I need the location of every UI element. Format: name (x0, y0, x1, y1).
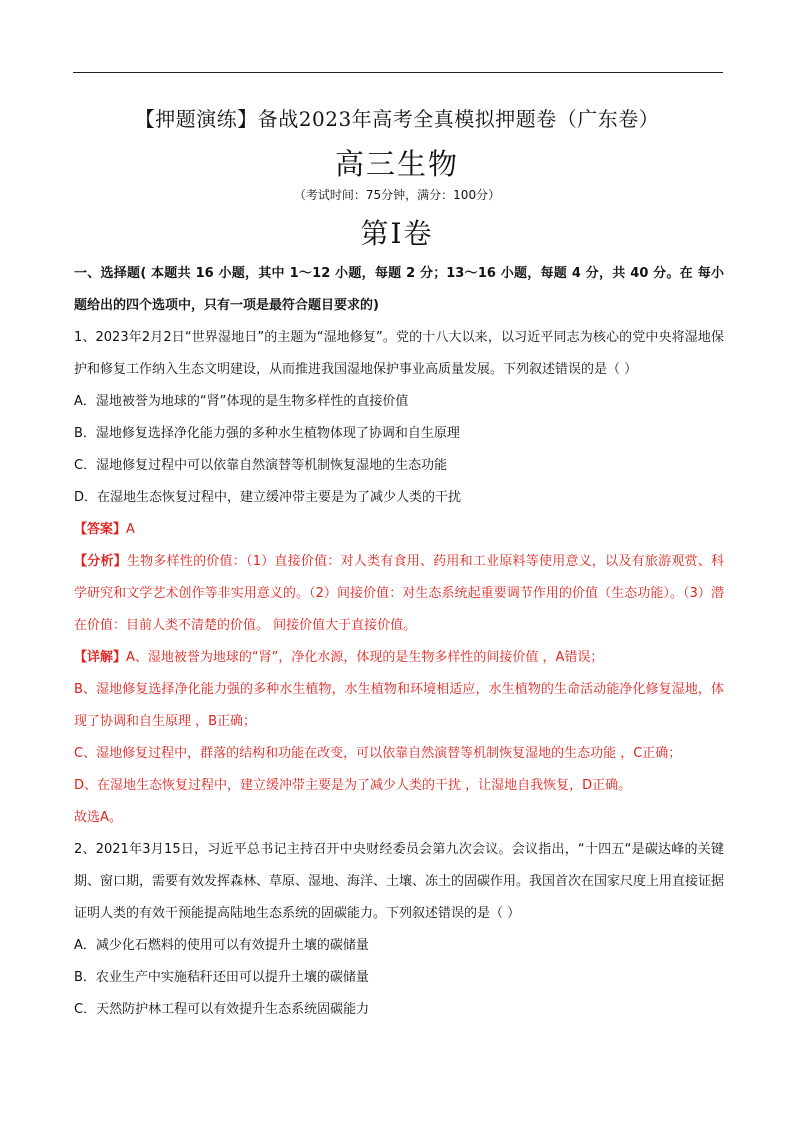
analysis-tag: 【分析】 (74, 554, 127, 569)
detail-line-b: B、湿地修复选择净化能力强的多种水生植物，水生植物和环境相适应，水生植物的生命活动能净化修复湿地，体现了协调和自生原理 ，B正确； (74, 682, 724, 729)
detail-line-a (74, 642, 724, 674)
header-rule (73, 72, 723, 73)
analysis-paragraph (74, 546, 724, 642)
exam-title: 【押题演练】备战2023年高考全真模拟押题卷（广东卷） (134, 107, 660, 131)
volume-title: 第I卷 (360, 217, 434, 250)
question-1-option-b: B．湿地修复选择净化能力强的多种水生植物体现了协调和自生原理 (74, 426, 460, 441)
answer-value: A (126, 522, 135, 537)
detail-line-c: C、湿地修复过程中，群落的结构和功能在改变，可以依靠自然演替等机制恢复湿地的生态功能 ，C正确； (74, 746, 682, 761)
question-2-option-c: C．天然防护林工程可以有效提升生态系统固碳能力 (74, 1002, 370, 1017)
question-2-option-a: A．减少化石燃料的使用可以有效提升土壤的碳储量 (74, 938, 369, 953)
exam-info: （考试时间：75分钟，满分：100分） (293, 188, 501, 202)
analysis-text: 生物多样性的价值：（1）直接价值：对人类有食用、药用和工业原料等使用意义，以及有旅游观赏、科学研究和文学艺术创作等非实用意义的。（2）间接价值：对生态系统起重要调节作用的价值（生态功能）。（3）潜在价值：目前人类不清楚的价值。 间接价值大于直接价值。 (74, 554, 724, 633)
question-1-stem: 1、2023年2月2日“世界湿地日”的主题为“湿地修复”。党的十八大以来，以习近平同志为核心的党中央将湿地保护和修复工作纳入生态文明建设，从而推进我国湿地保护事业高质量发展。下列叙述错误的是（ ） (74, 330, 724, 377)
subject-title: 高三生物 (334, 147, 459, 181)
question-content (74, 258, 724, 1026)
answer-line (74, 514, 724, 546)
question-1-option-c: C．湿地修复过程中可以依靠自然演替等机制恢复湿地的生态功能 (74, 458, 448, 473)
question-1-option-a: A．湿地被誉为地球的“肾”体现的是生物多样性的直接价值 (74, 394, 409, 409)
answer-tag: 【答案】 (74, 522, 127, 537)
detail-tag: 【详解】 (74, 650, 127, 665)
detail-line-d: D、在湿地生态恢复过程中，建立缓冲带主要是为了减少人类的干扰 ，让湿地自我恢复，D正确。 (74, 778, 632, 793)
conclusion-line: 故选A。 (74, 810, 122, 825)
question-1-option-d: D．在湿地生态恢复过程中，建立缓冲带主要是为了减少人类的干扰 (74, 490, 462, 505)
detail-text-a: A、湿地被誉为地球的“肾”，净化水源，体现的是生物多样性的间接价值 ，A错误； (126, 650, 604, 665)
section-heading: 一、选择题( 本题共 16 小题，其中 1～12 小题，每题 2 分；13～16 小题，每题 4 分，共 40 分。在 每小题给出的四个选项中，只有一项是最符合题目要求的) (74, 266, 724, 313)
question-2-option-b: B．农业生产中实施秸秆还田可以提升土壤的碳储量 (74, 970, 369, 985)
question-2-stem: 2、2021年3月15日，习近平总书记主持召开中央财经委员会第九次会议。会议指出，“十四五“是碳达峰的关键期、窗口期，需要有效发挥森林、草原、湿地、海洋、土壤、冻土的固碳作用。我国首次在国家尺度上用直接证据证明人类的有效干预能提高陆地生态系统的固碳能力。下列叙述错误的是（ ） (74, 842, 725, 921)
